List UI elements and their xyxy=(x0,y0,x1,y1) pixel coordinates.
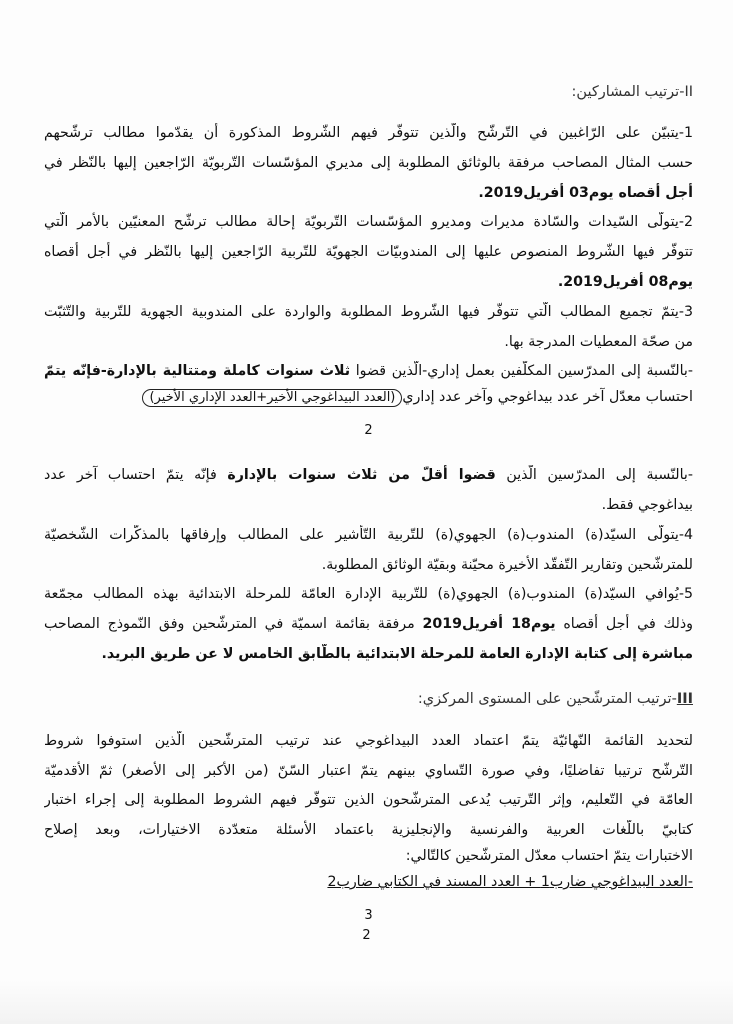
item-1-line-2: حسب المثال المصاحب مرفقة بالوثائق المطلوبة إلى مديري المؤسّسات التّربويّة الرّاجعين إليها بالنّظر في xyxy=(44,154,693,171)
admin-full-formula: (العدد البيداغوجي الأخير+العدد الإداري الأخير) xyxy=(142,389,402,407)
admin-full-line-2 xyxy=(44,387,693,407)
item-3-line-1: 3-يتمّ تجميع المطالب الّتي تتوفّر فيها الشّروط المطلوبة والواردة على المندوبية الجهوية للتّربية والتّثبّت xyxy=(44,303,693,320)
admin-full-tail: -فإنّه يتمّ xyxy=(44,363,107,380)
page-number: 2 xyxy=(362,928,371,943)
admin-less-tail: فإنّه يتمّ احتساب آخر عدد xyxy=(44,467,228,484)
admin-full-line-1 xyxy=(44,361,693,381)
item-5-date: يوم18 أفريل2019 xyxy=(422,616,556,633)
item-5-line-2 xyxy=(44,614,693,634)
section-3-heading-text: -ترتيب المترشّحين على المستوى المركزي: xyxy=(417,691,677,708)
item-5-tail: مرفقة بقائمة اسميّة في المترشّحين وفق النّموذج المصاحب xyxy=(44,616,423,633)
section-3-heading xyxy=(44,688,693,710)
section-3-line-4: كتابيّ باللّغات العربية والفرنسية والإنجليزية باعتماد الأسئلة متعدّدة الاختيارات، وبعد إصلاح xyxy=(44,822,693,839)
item-1-line-3: أجل أقصاه يوم03 أفريل2019. xyxy=(478,184,693,201)
item-3-line-2: من صحّة المعطيات المدرجة بها. xyxy=(504,333,693,350)
section-3-heading-num: III xyxy=(676,691,693,708)
admin-less-line-1 xyxy=(44,465,693,485)
item-5-line-1: 5-يُوافي السيّد(ة) المندوب(ة) الجهوي(ة) للتّربية الإدارة العامّة للمرحلة الابتدائية بهذه المطالب مجمّعة xyxy=(44,586,693,603)
admin-full-line-2-lead: احتساب معدّل آخر عدد بيداغوجي وآخر عدد إداري xyxy=(402,389,693,406)
section-3-line-5: الاختبارات يتمّ احتساب معدّل المترشّحين كالتّالي: xyxy=(405,848,693,865)
section-3-divisor: 3 xyxy=(364,908,373,924)
section-3-line-2: التّرشّح ترتيبا تفاضليًا، وفي صورة التّساوي بينهم يتمّ اعتبار السّنّ (من الأكبر إلى الأصغر) ثمّ الأقدميّة xyxy=(44,762,693,779)
scan-bottom-edge xyxy=(0,980,733,1024)
admin-full-divisor: 2 xyxy=(364,423,373,439)
admin-full-lead: -بالنّسبة إلى المدرّسين المكلّفين بعمل إداري-الّذين قضوا xyxy=(350,363,693,380)
section-2-heading: II-ترتيب المشاركين: xyxy=(571,83,693,100)
item-5-lead: وذلك في أجل أقصاه xyxy=(555,616,693,633)
admin-less-lead: -بالنّسبة إلى المدرّسين الّذين xyxy=(495,467,693,484)
section-3-line-3: العامّة في التّعليم، وإثر التّرتيب يُدعى المترشّحون الذين تتوفّر فيهم الشروط المطلوبة إلى إجراء اختبار xyxy=(44,792,693,809)
item-2-line-1: 2-يتولّى السّيدات والسّادة مديرات ومديرو المؤسّسات التّربويّة إحالة مطالب ترشّح المعنيّين بالأمر الّتي xyxy=(44,214,693,231)
admin-less-line-2: بيداغوجي فقط. xyxy=(601,496,693,513)
item-4-line-1: 4-يتولّى السيّد(ة) المندوب(ة) الجهوي(ة) للتّربية التّأشير على المطالب وإرفاقها بالمذكّرات الشّخصيّة xyxy=(44,526,693,543)
item-1-line-1: 1-يتبيّن على الرّاغبين في التّرشّح والّذين تتوفّر فيهم الشّروط المذكورة أن يقدّموا مطالب ترشّحهم xyxy=(44,125,693,141)
admin-less-bold: قضوا أقلّ من ثلاث سنوات بالإدارة xyxy=(227,467,496,484)
item-2-line-3: يوم08 أفريل2019. xyxy=(557,273,693,290)
admin-full-bold: ثلاث سنوات كاملة ومتتالية بالإدارة xyxy=(106,363,351,380)
section-3-line-1: لتحديد القائمة النّهائيّة يتمّ اعتماد العدد البيداغوجي عند ترتيب المترشّحين الّذين استوفوا شروط xyxy=(44,732,693,749)
item-2-line-2: تتوفّر فيها الشّروط المنصوص عليها إلى المندوبيّات الجهويّة للتّربية الرّاجعين إليها بالنّظر في أجل أقصاه xyxy=(44,244,693,261)
item-4-line-2: للمترشّحين وتقارير التّفقّد الأخيرة محيّنة وبقيّة الوثائق المطلوبة. xyxy=(321,556,693,573)
section-3-formula: -العدد البيداغوجي ضارب1 + العدد المسند في الكتابي ضارب2 xyxy=(327,874,693,891)
item-5-line-3: مباشرة إلى كتابة الإدارة العامة للمرحلة الابتدائية بالطّابق الخامس لا عن طريق البريد. xyxy=(101,645,693,662)
